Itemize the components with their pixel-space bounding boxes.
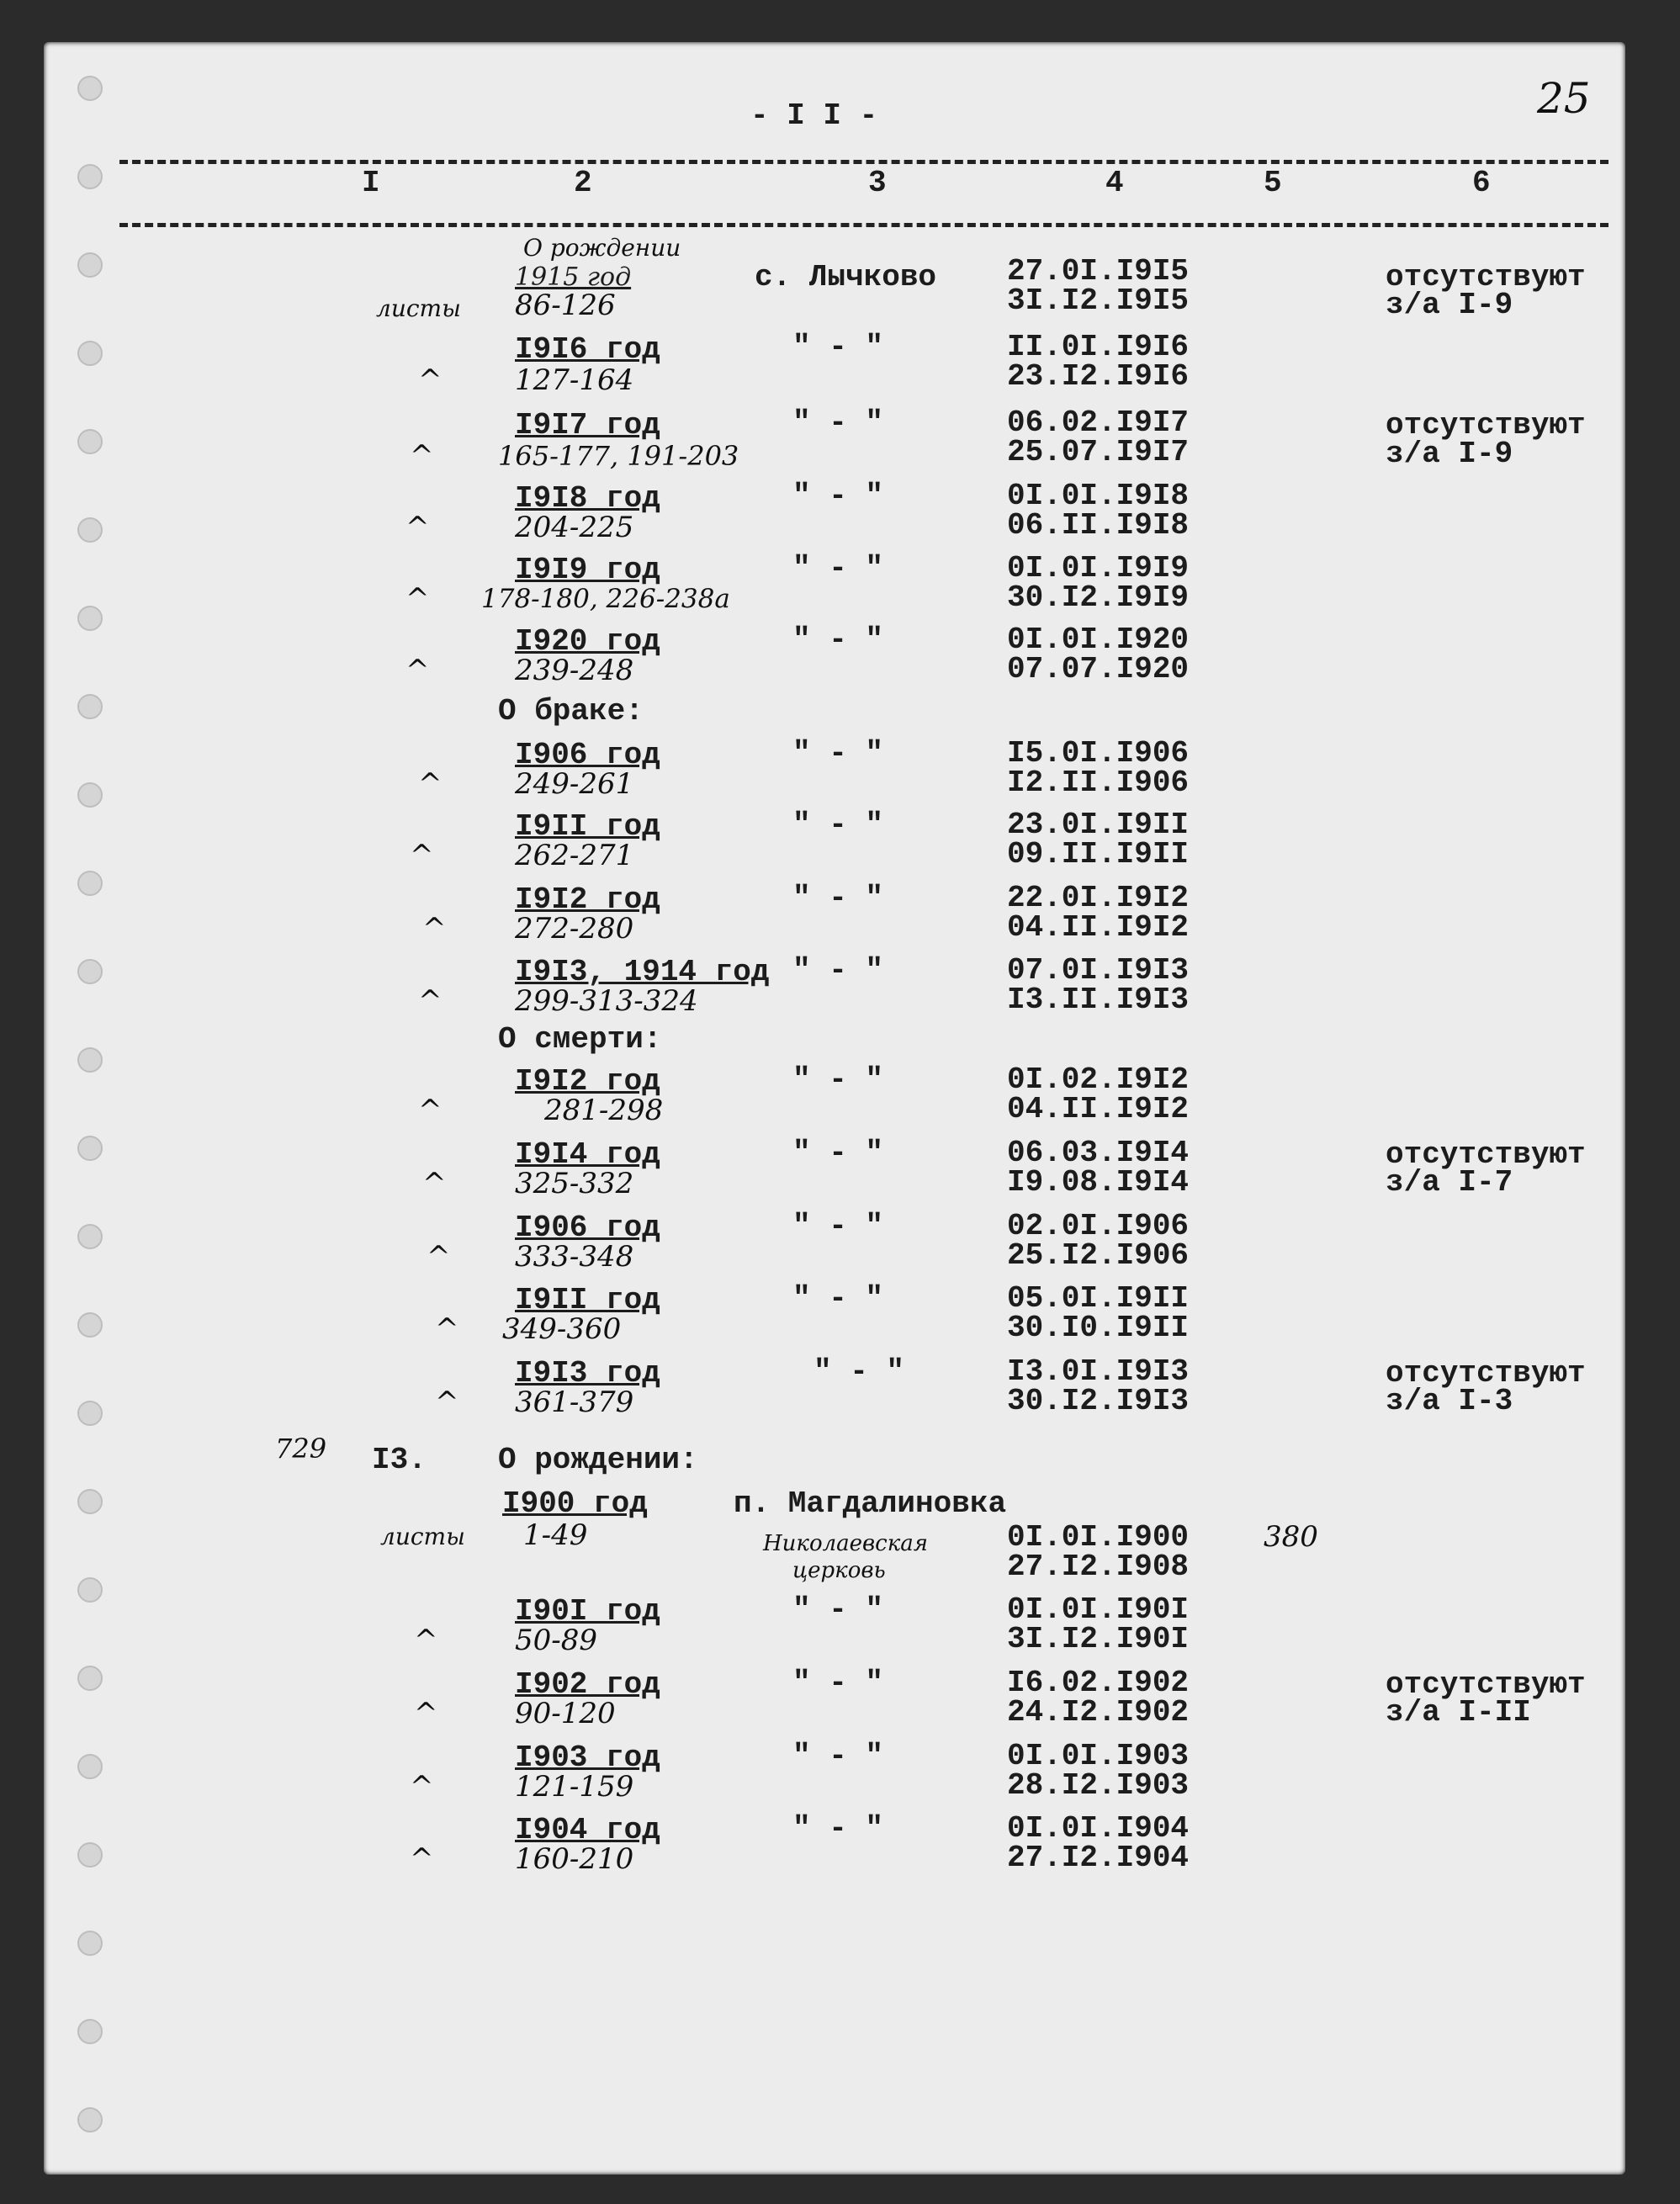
- sheet-range: 299-313-324: [515, 984, 698, 1018]
- year-entry: I9I3 год: [515, 1356, 660, 1391]
- ditto-place: " - ": [792, 405, 884, 440]
- note-line: отсутствуют: [1386, 260, 1586, 294]
- item-13-number: I3.: [372, 1443, 427, 1477]
- ditto-mark: ^: [418, 984, 443, 1018]
- year-entry: I906 год: [515, 738, 660, 772]
- column-header-1: I: [362, 166, 380, 200]
- binder-hole: [77, 2107, 103, 2132]
- sheet-total: 380: [1264, 1520, 1318, 1554]
- ditto-mark: ^: [418, 767, 443, 801]
- ditto-place: " - ": [792, 479, 884, 513]
- binder-hole: [77, 164, 103, 189]
- sheets-label: листы: [380, 1523, 465, 1550]
- sheet-range: 272-280: [515, 912, 634, 946]
- binder-hole: [77, 517, 103, 543]
- sheet-range: 349-360: [502, 1312, 622, 1346]
- date-to: 25.07.I9I7: [1007, 435, 1190, 469]
- date-from: 0I.0I.I90I: [1007, 1592, 1190, 1627]
- ditto-mark: ^: [422, 912, 447, 946]
- date-to: I9.08.I9I4: [1007, 1165, 1190, 1200]
- archive-page: [44, 42, 1625, 2175]
- ditto-place: " - ": [792, 1209, 884, 1243]
- church-name: Николаевская: [763, 1531, 928, 1556]
- year-entry: I9I2 год: [515, 1064, 660, 1099]
- sheet-range: 361-379: [515, 1385, 634, 1419]
- sheet-range: 249-261: [515, 767, 634, 801]
- ditto-mark: ^: [414, 1697, 438, 1730]
- ditto-mark: ^: [422, 1167, 447, 1200]
- date-to: 24.I2.I902: [1007, 1695, 1190, 1730]
- binder-hole: [77, 782, 103, 808]
- date-from: I3.0I.I9I3: [1007, 1354, 1190, 1389]
- date-to: 27.I2.I904: [1007, 1841, 1190, 1875]
- year-entry: I903 год: [515, 1740, 660, 1775]
- sheet-range: 121-159: [515, 1770, 634, 1804]
- ditto-mark: ^: [405, 654, 430, 687]
- date-from: I5.0I.I906: [1007, 736, 1190, 771]
- date-to: I2.II.I906: [1007, 766, 1190, 800]
- date-to: 25.I2.I906: [1007, 1238, 1190, 1273]
- date-to: 28.I2.I903: [1007, 1768, 1190, 1803]
- date-from: 23.0I.I9II: [1007, 808, 1190, 842]
- sheet-range: 204-225: [515, 511, 634, 544]
- binder-hole: [77, 1842, 103, 1868]
- note-line: отсутствуют: [1386, 1667, 1586, 1702]
- date-from: 02.0I.I906: [1007, 1209, 1190, 1243]
- date-to: 06.II.I9I8: [1007, 508, 1190, 543]
- ditto-place: " - ": [792, 1281, 884, 1316]
- ditto-mark: ^: [410, 439, 434, 473]
- sheet-range: 178-180, 226-238а: [481, 584, 730, 614]
- sheet-range: 1-49: [523, 1518, 588, 1552]
- ditto-place: " - ": [792, 1062, 884, 1097]
- ditto-mark: ^: [427, 1240, 451, 1274]
- ditto-place: " - ": [792, 623, 884, 657]
- year-entry: I9II год: [515, 809, 660, 844]
- binder-hole: [77, 959, 103, 984]
- date-from: 05.0I.I9II: [1007, 1281, 1190, 1316]
- date-to: 23.I2.I9I6: [1007, 359, 1190, 394]
- date-from: 06.03.I9I4: [1007, 1136, 1190, 1170]
- note-line: з/а I-9: [1386, 437, 1513, 471]
- section-birth-handwritten: О рождении: [523, 234, 681, 262]
- sheet-range: 160-210: [515, 1842, 634, 1876]
- ditto-mark: ^: [410, 1842, 434, 1876]
- year-entry: 1915 год: [515, 262, 632, 292]
- ditto-place: " - ": [792, 551, 884, 585]
- ditto-place: " - ": [792, 808, 884, 842]
- ditto-place: " - ": [792, 1136, 884, 1170]
- note-line: отсутствуют: [1386, 408, 1586, 442]
- binder-hole: [77, 1401, 103, 1426]
- year-entry: I9I4 год: [515, 1137, 660, 1172]
- note-line: отсутствуют: [1386, 1356, 1586, 1391]
- date-to: 3I.I2.I90I: [1007, 1622, 1190, 1656]
- note-line: з/а I-7: [1386, 1165, 1513, 1200]
- sheet-range: 262-271: [515, 839, 634, 872]
- note-line: з/а I-3: [1386, 1384, 1513, 1418]
- header-rule-top: [119, 160, 1608, 164]
- date-to: 04.II.I9I2: [1007, 910, 1190, 945]
- binder-hole: [77, 2019, 103, 2044]
- date-from: II.0I.I9I6: [1007, 330, 1190, 364]
- binder-hole: [77, 1754, 103, 1779]
- ditto-mark: ^: [410, 1770, 434, 1804]
- sheet-range: 333-348: [515, 1240, 634, 1274]
- sheet-range: 325-332: [515, 1167, 634, 1200]
- date-from: 0I.0I.I9I9: [1007, 551, 1190, 585]
- note-line: з/а I-9: [1386, 288, 1513, 322]
- column-header-5: 5: [1264, 166, 1282, 200]
- year-entry: I9I9 год: [515, 553, 660, 587]
- ditto-mark: ^: [435, 1312, 459, 1346]
- ditto-place: " - ": [792, 736, 884, 771]
- item-13-prefix: 729: [275, 1433, 327, 1465]
- date-from: 0I.0I.I920: [1007, 623, 1190, 657]
- sheet-range: 90-120: [515, 1697, 616, 1730]
- year-entry: I900 год: [502, 1486, 648, 1521]
- ditto-mark: ^: [418, 1094, 443, 1127]
- binder-hole: [77, 1136, 103, 1161]
- binder-hole: [77, 1931, 103, 1956]
- ditto-mark: ^: [435, 1385, 459, 1419]
- year-entry: I90I год: [515, 1594, 660, 1629]
- binder-hole: [77, 341, 103, 366]
- note-line: з/а I-II: [1386, 1695, 1531, 1730]
- ditto-mark: ^: [405, 582, 430, 616]
- binder-hole: [77, 1577, 103, 1603]
- binder-hole: [77, 694, 103, 719]
- section-death: О смерти:: [498, 1022, 662, 1057]
- binder-hole: [77, 606, 103, 631]
- date-to: I3.II.I9I3: [1007, 983, 1190, 1017]
- sheet-range: 86-126: [515, 289, 616, 322]
- page-number: - I I -: [750, 98, 878, 133]
- sheets-label: листы: [376, 294, 461, 322]
- sheet-range: 239-248: [515, 654, 634, 687]
- date-from: 22.0I.I9I2: [1007, 881, 1190, 915]
- binder-hole: [77, 1047, 103, 1073]
- year-entry: I9I3, 1914 год: [515, 955, 770, 989]
- year-entry: I9I7 год: [515, 408, 660, 442]
- date-from: 07.0I.I9I3: [1007, 953, 1190, 988]
- date-from: 0I.02.I9I2: [1007, 1062, 1190, 1097]
- year-entry: I9I2 год: [515, 882, 660, 917]
- ditto-place: " - ": [792, 330, 884, 364]
- binder-hole: [77, 871, 103, 896]
- column-header-4: 4: [1105, 166, 1124, 200]
- binder-hole: [77, 1666, 103, 1691]
- date-from: 0I.0I.I900: [1007, 1520, 1190, 1555]
- ditto-place: " - ": [792, 881, 884, 915]
- binder-hole: [77, 252, 103, 278]
- date-to: 04.II.I9I2: [1007, 1092, 1190, 1126]
- date-to: 27.I2.I908: [1007, 1550, 1190, 1584]
- date-to: 3I.I2.I9I5: [1007, 283, 1190, 318]
- ditto-place: " - ": [792, 1739, 884, 1773]
- ditto-mark: ^: [410, 839, 434, 872]
- ditto-mark: ^: [418, 363, 443, 397]
- date-to: 30.I2.I9I3: [1007, 1384, 1190, 1418]
- ditto-mark: ^: [414, 1624, 438, 1657]
- sheet-range: 50-89: [515, 1624, 598, 1657]
- date-from: 06.02.I9I7: [1007, 405, 1190, 440]
- church-word: церковь: [792, 1558, 886, 1583]
- sheet-range: 127-164: [515, 363, 634, 397]
- year-entry: I904 год: [515, 1813, 660, 1847]
- section-marriage: О браке:: [498, 694, 644, 728]
- year-entry: I906 год: [515, 1211, 660, 1245]
- date-to: 30.I2.I9I9: [1007, 580, 1190, 615]
- column-header-2: 2: [574, 166, 592, 200]
- date-from: 27.0I.I9I5: [1007, 254, 1190, 289]
- binder-hole: [77, 1224, 103, 1249]
- column-header-3: 3: [868, 166, 887, 200]
- section-birth: О рождении:: [498, 1443, 698, 1477]
- ditto-mark: ^: [405, 511, 430, 544]
- date-to: 09.II.I9II: [1007, 837, 1190, 872]
- year-entry: I9II год: [515, 1283, 660, 1317]
- ditto-place: " - ": [792, 1811, 884, 1846]
- binder-hole: [77, 76, 103, 101]
- binder-hole: [77, 1489, 103, 1514]
- binder-hole: [77, 1312, 103, 1338]
- sheet-range: 281-298: [544, 1094, 664, 1127]
- folio-mark: 25: [1537, 74, 1591, 123]
- column-header-6: 6: [1472, 166, 1491, 200]
- date-from: 0I.0I.I9I8: [1007, 479, 1190, 513]
- date-to: 07.07.I920: [1007, 652, 1190, 686]
- sheet-range: 165-177, 191-203: [498, 440, 739, 472]
- date-from: I6.02.I902: [1007, 1666, 1190, 1700]
- year-entry: I920 год: [515, 624, 660, 659]
- place: п. Магдалиновка: [734, 1486, 1007, 1521]
- place: с. Лычково: [755, 260, 937, 294]
- year-entry: I9I6 год: [515, 332, 660, 367]
- date-from: 0I.0I.I904: [1007, 1811, 1190, 1846]
- header-rule-bottom: [119, 223, 1608, 227]
- year-entry: I9I8 год: [515, 481, 660, 516]
- ditto-place: " - ": [792, 953, 884, 988]
- ditto-place: " - ": [792, 1592, 884, 1627]
- ditto-place: " - ": [792, 1666, 884, 1700]
- date-to: 30.I0.I9II: [1007, 1311, 1190, 1345]
- ditto-place: " - ": [814, 1354, 905, 1389]
- date-from: 0I.0I.I903: [1007, 1739, 1190, 1773]
- note-line: отсутствуют: [1386, 1137, 1586, 1172]
- year-entry: I902 год: [515, 1667, 660, 1702]
- binder-hole: [77, 429, 103, 454]
